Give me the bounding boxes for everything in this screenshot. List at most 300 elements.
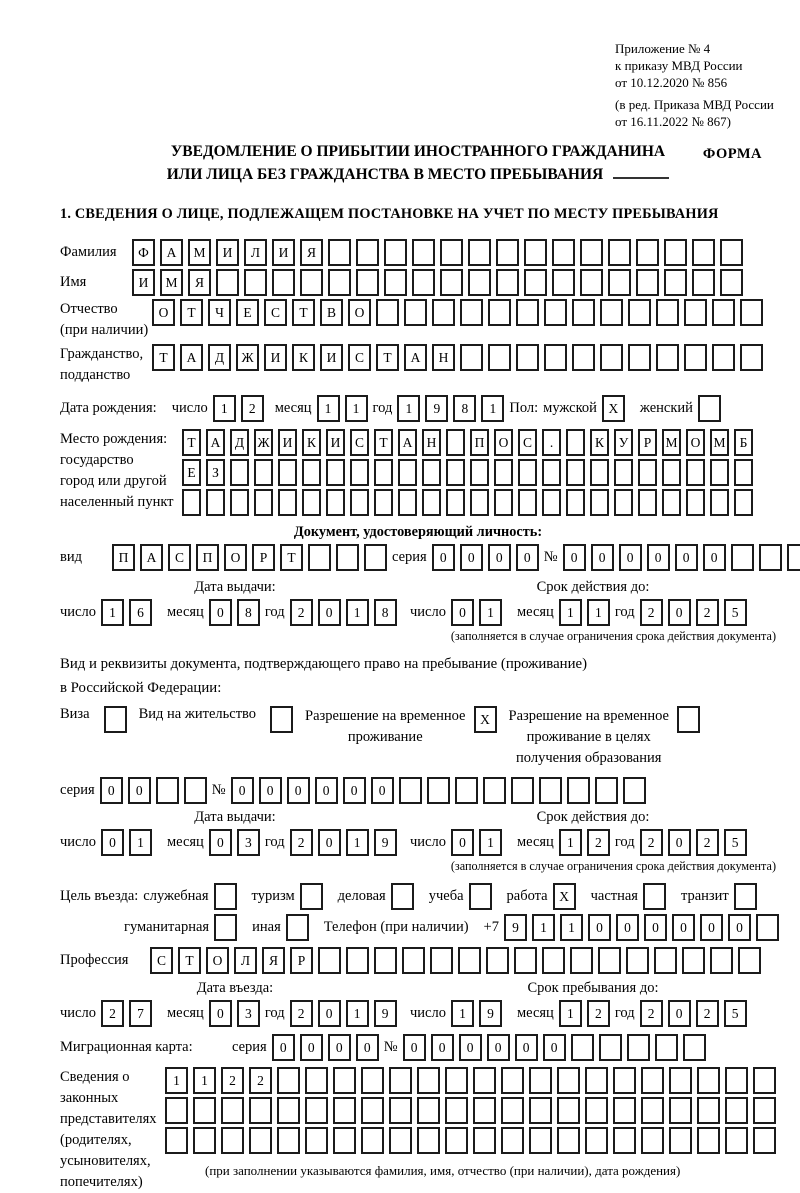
form-cell[interactable]: [483, 777, 506, 804]
form-cell[interactable]: 2: [696, 1000, 719, 1027]
form-cell[interactable]: [662, 459, 681, 486]
form-cell[interactable]: [628, 299, 651, 326]
form-cell[interactable]: О: [224, 544, 247, 571]
form-cell[interactable]: [501, 1097, 524, 1124]
form-cell[interactable]: 8: [374, 599, 397, 626]
form-cell[interactable]: 1: [559, 1000, 582, 1027]
form-cell[interactable]: 1: [213, 395, 236, 422]
form-cell[interactable]: [682, 947, 705, 974]
form-cell[interactable]: [206, 489, 225, 516]
form-cell[interactable]: [350, 459, 369, 486]
form-cell[interactable]: [361, 1097, 384, 1124]
form-cell[interactable]: [608, 269, 631, 296]
form-cell[interactable]: [600, 299, 623, 326]
form-cell[interactable]: 0: [209, 829, 232, 856]
id-issue-month-cells[interactable]: [209, 599, 265, 626]
form-cell[interactable]: К: [590, 429, 609, 456]
form-cell[interactable]: [557, 1097, 580, 1124]
form-cell[interactable]: [692, 269, 715, 296]
form-cell[interactable]: [446, 489, 465, 516]
form-cell[interactable]: [104, 706, 127, 733]
form-cell[interactable]: [623, 777, 646, 804]
form-cell[interactable]: К: [292, 344, 315, 371]
form-cell[interactable]: З: [206, 459, 225, 486]
form-cell[interactable]: И: [216, 239, 239, 266]
birth-place-cells-3[interactable]: [182, 489, 758, 516]
form-cell[interactable]: А: [206, 429, 225, 456]
visa-checkbox[interactable]: [96, 706, 127, 733]
form-cell[interactable]: Н: [422, 429, 441, 456]
form-cell[interactable]: 1: [451, 1000, 474, 1027]
profession-cells[interactable]: [150, 947, 766, 974]
form-cell[interactable]: [567, 777, 590, 804]
form-cell[interactable]: [184, 777, 207, 804]
form-cell[interactable]: 2: [640, 829, 663, 856]
form-cell[interactable]: [333, 1127, 356, 1154]
form-cell[interactable]: [389, 1097, 412, 1124]
form-cell[interactable]: [684, 344, 707, 371]
form-cell[interactable]: [638, 489, 657, 516]
form-cell[interactable]: О: [348, 299, 371, 326]
purpose-private-checkbox[interactable]: [643, 883, 671, 910]
form-cell[interactable]: 1: [101, 599, 124, 626]
form-cell[interactable]: [389, 1127, 412, 1154]
form-cell[interactable]: [445, 1067, 468, 1094]
form-cell[interactable]: [654, 947, 677, 974]
form-cell[interactable]: [473, 1127, 496, 1154]
form-cell[interactable]: [599, 1034, 622, 1061]
form-cell[interactable]: [552, 239, 575, 266]
form-cell[interactable]: [398, 489, 417, 516]
form-cell[interactable]: 0: [432, 544, 455, 571]
form-cell[interactable]: [326, 459, 345, 486]
form-cell[interactable]: [710, 489, 729, 516]
form-cell[interactable]: М: [662, 429, 681, 456]
form-cell[interactable]: [278, 489, 297, 516]
form-cell[interactable]: 9: [504, 914, 527, 941]
form-cell[interactable]: Р: [252, 544, 275, 571]
form-cell[interactable]: 2: [587, 1000, 610, 1027]
form-cell[interactable]: [692, 239, 715, 266]
form-cell[interactable]: [308, 544, 331, 571]
form-cell[interactable]: 1: [559, 599, 582, 626]
form-cell[interactable]: А: [404, 344, 427, 371]
form-cell[interactable]: Д: [208, 344, 231, 371]
form-cell[interactable]: [422, 489, 441, 516]
form-cell[interactable]: 0: [591, 544, 614, 571]
form-cell[interactable]: 0: [431, 1034, 454, 1061]
form-cell[interactable]: [277, 1067, 300, 1094]
form-cell[interactable]: М: [160, 269, 183, 296]
form-cell[interactable]: М: [710, 429, 729, 456]
form-cell[interactable]: 0: [343, 777, 366, 804]
form-cell[interactable]: [469, 883, 492, 910]
form-cell[interactable]: [516, 299, 539, 326]
form-cell[interactable]: Л: [234, 947, 257, 974]
id-issue-day-cells[interactable]: [101, 599, 157, 626]
form-cell[interactable]: [404, 299, 427, 326]
form-cell[interactable]: [566, 429, 585, 456]
form-cell[interactable]: 1: [317, 395, 340, 422]
form-cell[interactable]: 0: [700, 914, 723, 941]
form-cell[interactable]: 1: [560, 914, 583, 941]
form-cell[interactable]: [669, 1127, 692, 1154]
form-cell[interactable]: [364, 544, 387, 571]
form-cell[interactable]: [440, 269, 463, 296]
form-cell[interactable]: [333, 1067, 356, 1094]
form-cell[interactable]: [374, 459, 393, 486]
form-cell[interactable]: [346, 947, 369, 974]
form-cell[interactable]: [725, 1067, 748, 1094]
form-cell[interactable]: В: [320, 299, 343, 326]
form-cell[interactable]: [326, 489, 345, 516]
form-cell[interactable]: А: [180, 344, 203, 371]
form-cell[interactable]: 9: [479, 1000, 502, 1027]
form-cell[interactable]: [720, 239, 743, 266]
form-cell[interactable]: М: [188, 239, 211, 266]
form-cell[interactable]: [712, 344, 735, 371]
form-cell[interactable]: 0: [616, 914, 639, 941]
representatives-cells-3[interactable]: [165, 1127, 781, 1154]
form-cell[interactable]: 2: [290, 599, 313, 626]
form-cell[interactable]: [230, 459, 249, 486]
form-cell[interactable]: [440, 239, 463, 266]
form-cell[interactable]: 0: [728, 914, 751, 941]
form-cell[interactable]: [446, 459, 465, 486]
stay-year-cells[interactable]: [640, 1000, 752, 1027]
form-cell[interactable]: 2: [221, 1067, 244, 1094]
form-cell[interactable]: И: [132, 269, 155, 296]
form-cell[interactable]: 1: [346, 1000, 369, 1027]
form-cell[interactable]: [445, 1127, 468, 1154]
form-cell[interactable]: [468, 239, 491, 266]
form-cell[interactable]: [656, 299, 679, 326]
form-cell[interactable]: [600, 344, 623, 371]
form-cell[interactable]: [318, 947, 341, 974]
form-cell[interactable]: О: [206, 947, 229, 974]
form-cell[interactable]: [529, 1067, 552, 1094]
form-cell[interactable]: [402, 947, 425, 974]
surname-cells[interactable]: [132, 239, 748, 266]
form-cell[interactable]: [496, 239, 519, 266]
form-cell[interactable]: [374, 489, 393, 516]
form-cell[interactable]: [300, 269, 323, 296]
form-cell[interactable]: А: [140, 544, 163, 571]
purpose-official-checkbox[interactable]: [214, 883, 242, 910]
form-cell[interactable]: 0: [488, 544, 511, 571]
form-cell[interactable]: [655, 1034, 678, 1061]
form-cell[interactable]: [738, 947, 761, 974]
form-cell[interactable]: [328, 239, 351, 266]
form-cell[interactable]: [305, 1127, 328, 1154]
id-expiry-month-cells[interactable]: [559, 599, 615, 626]
male-checkbox[interactable]: [602, 395, 630, 422]
form-cell[interactable]: Т: [292, 299, 315, 326]
form-cell[interactable]: .: [542, 429, 561, 456]
form-cell[interactable]: Ж: [236, 344, 259, 371]
form-cell[interactable]: 0: [318, 1000, 341, 1027]
form-cell[interactable]: [278, 459, 297, 486]
representatives-cells-2[interactable]: [165, 1097, 781, 1124]
form-cell[interactable]: [432, 299, 455, 326]
form-cell[interactable]: 1: [345, 395, 368, 422]
residence-expiry-day-cells[interactable]: [451, 829, 507, 856]
form-cell[interactable]: Т: [280, 544, 303, 571]
id-expiry-year-cells[interactable]: [640, 599, 752, 626]
form-cell[interactable]: Ч: [208, 299, 231, 326]
form-cell[interactable]: [488, 299, 511, 326]
form-cell[interactable]: [300, 883, 323, 910]
form-cell[interactable]: [697, 1127, 720, 1154]
id-kind-cells[interactable]: [112, 544, 392, 571]
birth-day-cells[interactable]: [213, 395, 269, 422]
form-cell[interactable]: А: [160, 239, 183, 266]
form-cell[interactable]: [740, 299, 763, 326]
form-cell[interactable]: У: [614, 429, 633, 456]
form-cell[interactable]: Б: [734, 429, 753, 456]
form-cell[interactable]: [529, 1127, 552, 1154]
form-cell[interactable]: [221, 1097, 244, 1124]
form-cell[interactable]: 0: [272, 1034, 295, 1061]
form-cell[interactable]: [598, 947, 621, 974]
form-cell[interactable]: [286, 914, 309, 941]
id-number-cells[interactable]: [563, 544, 800, 571]
form-cell[interactable]: [643, 883, 666, 910]
form-cell[interactable]: 0: [315, 777, 338, 804]
form-cell[interactable]: [384, 269, 407, 296]
form-cell[interactable]: 2: [290, 829, 313, 856]
entry-year-cells[interactable]: [290, 1000, 402, 1027]
form-cell[interactable]: [412, 239, 435, 266]
form-cell[interactable]: Т: [182, 429, 201, 456]
migration-number-cells[interactable]: [403, 1034, 711, 1061]
form-cell[interactable]: Т: [178, 947, 201, 974]
form-cell[interactable]: 9: [374, 1000, 397, 1027]
form-cell[interactable]: 0: [328, 1034, 351, 1061]
form-cell[interactable]: 1: [559, 829, 582, 856]
form-cell[interactable]: 0: [703, 544, 726, 571]
form-cell[interactable]: [446, 429, 465, 456]
form-cell[interactable]: Д: [230, 429, 249, 456]
form-cell[interactable]: [542, 947, 565, 974]
form-cell[interactable]: 2: [696, 599, 719, 626]
form-cell[interactable]: [756, 914, 779, 941]
form-cell[interactable]: 3: [237, 1000, 260, 1027]
form-cell[interactable]: 0: [231, 777, 254, 804]
form-cell[interactable]: 2: [640, 599, 663, 626]
form-cell[interactable]: [753, 1127, 776, 1154]
form-cell[interactable]: [277, 1127, 300, 1154]
form-cell[interactable]: [638, 459, 657, 486]
form-cell[interactable]: [214, 914, 237, 941]
form-cell[interactable]: 8: [453, 395, 476, 422]
purpose-work-checkbox[interactable]: [553, 883, 581, 910]
form-cell[interactable]: 0: [287, 777, 310, 804]
form-cell[interactable]: [683, 1034, 706, 1061]
form-cell[interactable]: Т: [152, 344, 175, 371]
form-cell[interactable]: [302, 489, 321, 516]
name-cells[interactable]: [132, 269, 748, 296]
form-cell[interactable]: [585, 1127, 608, 1154]
form-cell[interactable]: X: [553, 883, 576, 910]
form-cell[interactable]: [636, 239, 659, 266]
residence-series-cells[interactable]: [100, 777, 212, 804]
form-cell[interactable]: Р: [290, 947, 313, 974]
form-cell[interactable]: [686, 459, 705, 486]
form-cell[interactable]: [221, 1127, 244, 1154]
form-cell[interactable]: [514, 947, 537, 974]
form-cell[interactable]: [486, 947, 509, 974]
birth-place-cells-1[interactable]: [182, 429, 758, 456]
phone-cells[interactable]: [504, 914, 784, 941]
female-checkbox[interactable]: [698, 395, 726, 422]
form-cell[interactable]: [725, 1127, 748, 1154]
form-cell[interactable]: [182, 489, 201, 516]
form-cell[interactable]: [613, 1127, 636, 1154]
form-cell[interactable]: 0: [459, 1034, 482, 1061]
form-cell[interactable]: [590, 459, 609, 486]
form-cell[interactable]: 1: [397, 395, 420, 422]
form-cell[interactable]: [430, 947, 453, 974]
form-cell[interactable]: 2: [249, 1067, 272, 1094]
residence-expiry-month-cells[interactable]: [559, 829, 615, 856]
form-cell[interactable]: Т: [376, 344, 399, 371]
form-cell[interactable]: [566, 489, 585, 516]
form-cell[interactable]: [427, 777, 450, 804]
form-cell[interactable]: [165, 1127, 188, 1154]
form-cell[interactable]: [613, 1097, 636, 1124]
form-cell[interactable]: 1: [193, 1067, 216, 1094]
form-cell[interactable]: [572, 344, 595, 371]
form-cell[interactable]: [759, 544, 782, 571]
form-cell[interactable]: 2: [696, 829, 719, 856]
form-cell[interactable]: [731, 544, 754, 571]
form-cell[interactable]: [787, 544, 800, 571]
form-cell[interactable]: [710, 459, 729, 486]
representatives-cells-1[interactable]: [165, 1067, 781, 1094]
form-cell[interactable]: [552, 269, 575, 296]
form-cell[interactable]: [524, 239, 547, 266]
form-cell[interactable]: [270, 706, 293, 733]
form-cell[interactable]: [412, 269, 435, 296]
form-cell[interactable]: И: [326, 429, 345, 456]
form-cell[interactable]: [376, 299, 399, 326]
form-cell[interactable]: 0: [543, 1034, 566, 1061]
residence-expiry-year-cells[interactable]: [640, 829, 752, 856]
form-cell[interactable]: [460, 344, 483, 371]
form-cell[interactable]: [566, 459, 585, 486]
form-cell[interactable]: [501, 1067, 524, 1094]
form-cell[interactable]: С: [264, 299, 287, 326]
form-cell[interactable]: 1: [165, 1067, 188, 1094]
form-cell[interactable]: [725, 1097, 748, 1124]
form-cell[interactable]: 0: [460, 544, 483, 571]
form-cell[interactable]: 0: [668, 829, 691, 856]
form-cell[interactable]: [636, 269, 659, 296]
form-cell[interactable]: 0: [644, 914, 667, 941]
form-cell[interactable]: [473, 1067, 496, 1094]
form-cell[interactable]: [494, 459, 513, 486]
form-cell[interactable]: 9: [425, 395, 448, 422]
form-cell[interactable]: [734, 459, 753, 486]
form-cell[interactable]: [669, 1067, 692, 1094]
form-cell[interactable]: 1: [532, 914, 555, 941]
form-cell[interactable]: Я: [300, 239, 323, 266]
form-cell[interactable]: [473, 1097, 496, 1124]
form-cell[interactable]: [734, 489, 753, 516]
form-cell[interactable]: [384, 239, 407, 266]
citizenship-cells[interactable]: [152, 344, 768, 371]
form-cell[interactable]: [389, 1067, 412, 1094]
form-cell[interactable]: И: [264, 344, 287, 371]
residence-issue-day-cells[interactable]: [101, 829, 157, 856]
form-cell[interactable]: [614, 489, 633, 516]
form-cell[interactable]: [544, 299, 567, 326]
form-cell[interactable]: Я: [188, 269, 211, 296]
form-cell[interactable]: [328, 269, 351, 296]
form-cell[interactable]: [697, 1067, 720, 1094]
form-cell[interactable]: 1: [346, 829, 369, 856]
form-cell[interactable]: [216, 269, 239, 296]
form-cell[interactable]: Ж: [254, 429, 273, 456]
purpose-other-checkbox[interactable]: [286, 914, 314, 941]
form-cell[interactable]: П: [112, 544, 135, 571]
id-series-cells[interactable]: [432, 544, 544, 571]
form-cell[interactable]: [254, 489, 273, 516]
form-cell[interactable]: [580, 239, 603, 266]
form-cell[interactable]: [193, 1097, 216, 1124]
form-cell[interactable]: 2: [290, 1000, 313, 1027]
form-cell[interactable]: [570, 947, 593, 974]
form-cell[interactable]: [336, 544, 359, 571]
patronymic-cells[interactable]: [152, 299, 768, 326]
form-cell[interactable]: [470, 489, 489, 516]
form-cell[interactable]: 5: [724, 1000, 747, 1027]
residence-number-cells[interactable]: [231, 777, 651, 804]
form-cell[interactable]: Я: [262, 947, 285, 974]
form-cell[interactable]: [254, 459, 273, 486]
form-cell[interactable]: [720, 269, 743, 296]
form-cell[interactable]: Р: [638, 429, 657, 456]
form-cell[interactable]: О: [686, 429, 705, 456]
form-cell[interactable]: [572, 299, 595, 326]
form-cell[interactable]: [734, 883, 757, 910]
form-cell[interactable]: [686, 489, 705, 516]
form-cell[interactable]: [458, 947, 481, 974]
form-cell[interactable]: [417, 1127, 440, 1154]
form-cell[interactable]: 0: [451, 829, 474, 856]
form-cell[interactable]: [399, 777, 422, 804]
form-cell[interactable]: [494, 489, 513, 516]
id-issue-year-cells[interactable]: [290, 599, 402, 626]
form-cell[interactable]: А: [398, 429, 417, 456]
form-cell[interactable]: [305, 1097, 328, 1124]
stay-day-cells[interactable]: [451, 1000, 507, 1027]
form-cell[interactable]: 0: [647, 544, 670, 571]
purpose-business-checkbox[interactable]: [391, 883, 419, 910]
form-cell[interactable]: [585, 1097, 608, 1124]
form-cell[interactable]: [230, 489, 249, 516]
form-cell[interactable]: 0: [403, 1034, 426, 1061]
form-cell[interactable]: 0: [318, 599, 341, 626]
form-cell[interactable]: [445, 1097, 468, 1124]
entry-month-cells[interactable]: [209, 1000, 265, 1027]
form-cell[interactable]: О: [494, 429, 513, 456]
form-cell[interactable]: 0: [451, 599, 474, 626]
form-cell[interactable]: 1: [587, 599, 610, 626]
form-cell[interactable]: П: [470, 429, 489, 456]
form-cell[interactable]: 0: [209, 1000, 232, 1027]
